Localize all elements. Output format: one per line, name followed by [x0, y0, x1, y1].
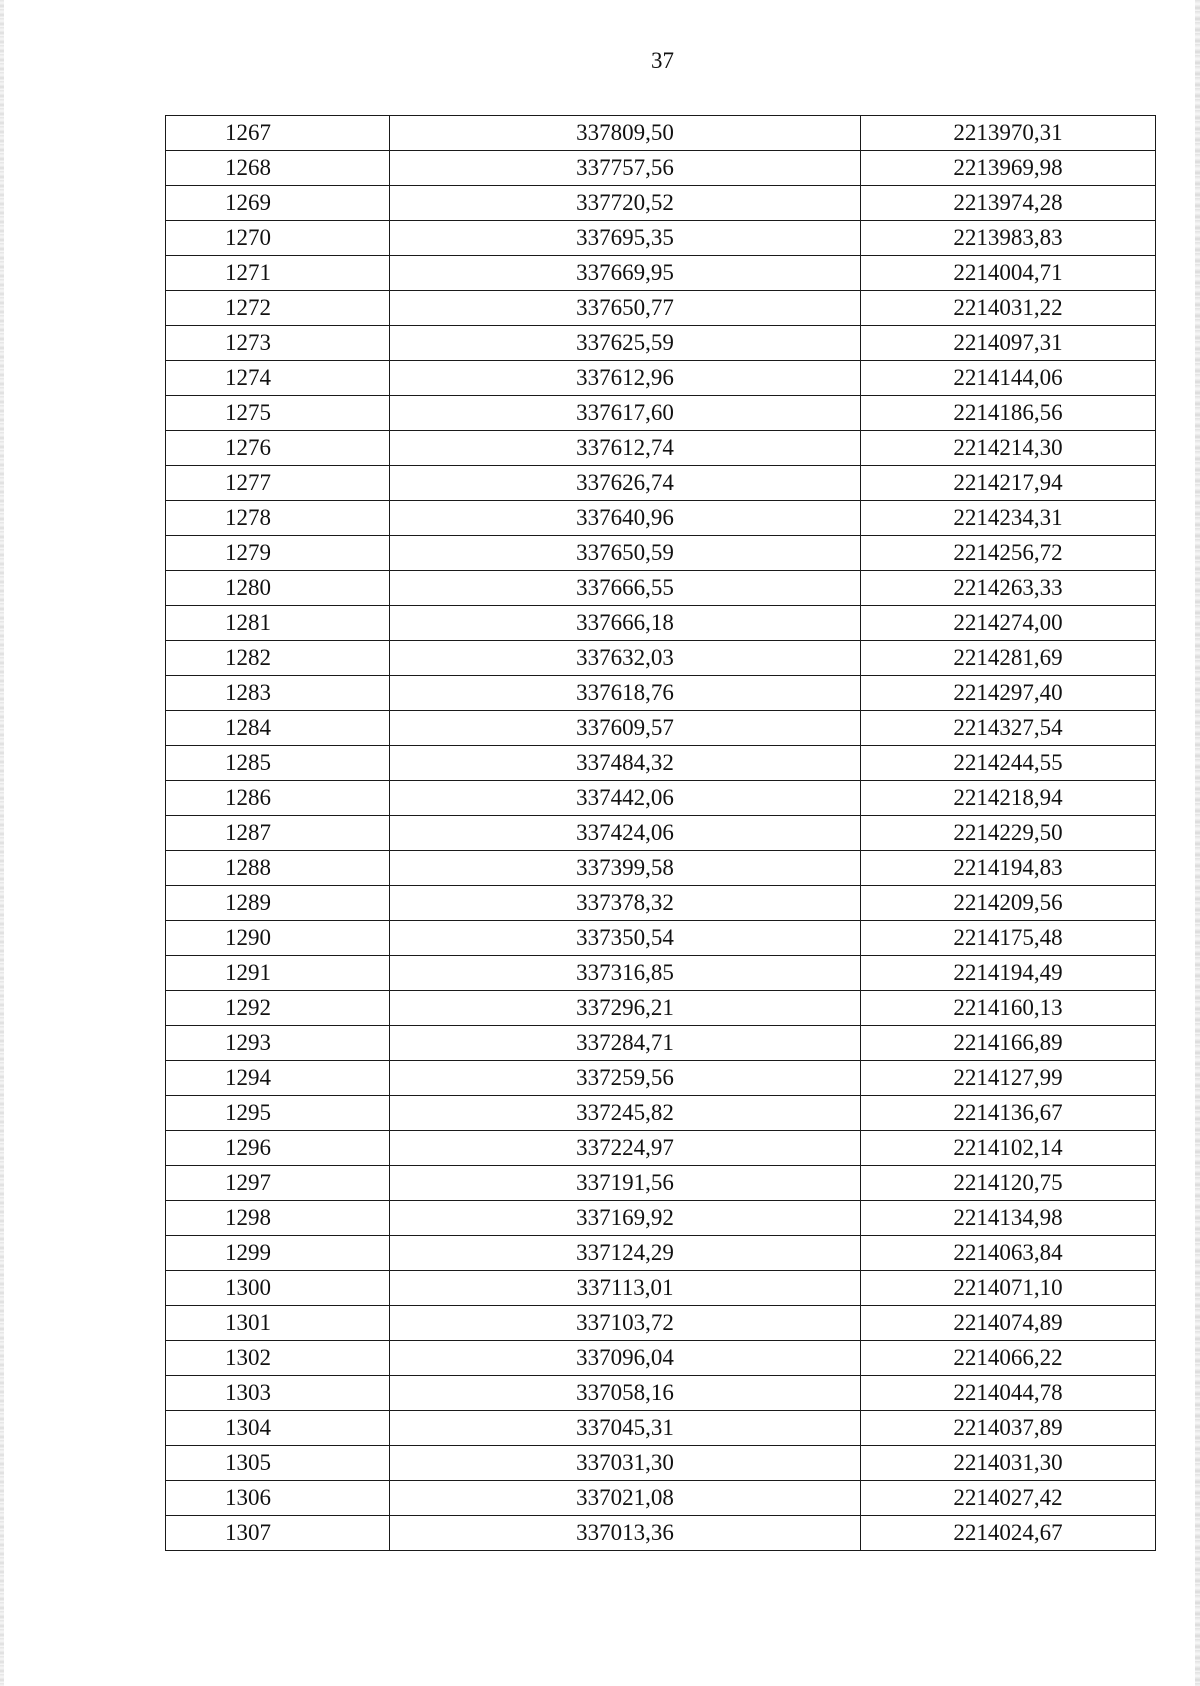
table-row — [166, 116, 1156, 151]
table-row — [166, 886, 1156, 921]
table-row — [166, 291, 1156, 326]
table-row — [166, 431, 1156, 466]
point-number-cell: 1298 — [166, 1201, 390, 1236]
y-coordinate-cell: 2214281,69 — [861, 641, 1156, 676]
table-row — [166, 781, 1156, 816]
y-coordinate-cell: 2214214,30 — [861, 431, 1156, 466]
table-row — [166, 1481, 1156, 1516]
y-coordinate-cell: 2214120,75 — [861, 1166, 1156, 1201]
point-number-cell: 1287 — [166, 816, 390, 851]
point-number-cell: 1296 — [166, 1131, 390, 1166]
x-coordinate-cell: 337113,01 — [390, 1271, 861, 1306]
point-number-cell: 1297 — [166, 1166, 390, 1201]
table-row — [166, 851, 1156, 886]
x-coordinate-cell: 337045,31 — [390, 1411, 861, 1446]
table-row — [166, 186, 1156, 221]
x-coordinate-cell: 337378,32 — [390, 886, 861, 921]
x-coordinate-cell: 337442,06 — [390, 781, 861, 816]
point-number-cell: 1291 — [166, 956, 390, 991]
table-row — [166, 991, 1156, 1026]
point-number-cell: 1302 — [166, 1341, 390, 1376]
scan-edge-right — [1195, 0, 1200, 1686]
table-row — [166, 746, 1156, 781]
table-row — [166, 1446, 1156, 1481]
y-coordinate-cell: 2214217,94 — [861, 466, 1156, 501]
table-row — [166, 571, 1156, 606]
x-coordinate-cell: 337612,96 — [390, 361, 861, 396]
x-coordinate-cell: 337021,08 — [390, 1481, 861, 1516]
y-coordinate-cell: 2214066,22 — [861, 1341, 1156, 1376]
table-row — [166, 221, 1156, 256]
y-coordinate-cell: 2214263,33 — [861, 571, 1156, 606]
point-number-cell: 1271 — [166, 256, 390, 291]
table-row — [166, 641, 1156, 676]
table-row — [166, 396, 1156, 431]
y-coordinate-cell: 2214024,67 — [861, 1516, 1156, 1551]
x-coordinate-cell: 337096,04 — [390, 1341, 861, 1376]
point-number-cell: 1301 — [166, 1306, 390, 1341]
point-number-cell: 1278 — [166, 501, 390, 536]
table-row — [166, 1201, 1156, 1236]
point-number-cell: 1306 — [166, 1481, 390, 1516]
point-number-cell: 1290 — [166, 921, 390, 956]
x-coordinate-cell: 337666,55 — [390, 571, 861, 606]
point-number-cell: 1277 — [166, 466, 390, 501]
table-row — [166, 1061, 1156, 1096]
y-coordinate-cell: 2214071,10 — [861, 1271, 1156, 1306]
x-coordinate-cell: 337650,59 — [390, 536, 861, 571]
y-coordinate-cell: 2213970,31 — [861, 116, 1156, 151]
x-coordinate-cell: 337617,60 — [390, 396, 861, 431]
point-number-cell: 1307 — [166, 1516, 390, 1551]
x-coordinate-cell: 337350,54 — [390, 921, 861, 956]
x-coordinate-cell: 337103,72 — [390, 1306, 861, 1341]
table-row — [166, 361, 1156, 396]
point-number-cell: 1295 — [166, 1096, 390, 1131]
point-number-cell: 1289 — [166, 886, 390, 921]
y-coordinate-cell: 2214175,48 — [861, 921, 1156, 956]
x-coordinate-cell: 337618,76 — [390, 676, 861, 711]
x-coordinate-cell: 337169,92 — [390, 1201, 861, 1236]
y-coordinate-cell: 2214327,54 — [861, 711, 1156, 746]
page-number: 37 — [651, 48, 674, 73]
x-coordinate-cell: 337695,35 — [390, 221, 861, 256]
x-coordinate-cell: 337316,85 — [390, 956, 861, 991]
y-coordinate-cell: 2214044,78 — [861, 1376, 1156, 1411]
x-coordinate-cell: 337612,74 — [390, 431, 861, 466]
table-row — [166, 1026, 1156, 1061]
x-coordinate-cell: 337399,58 — [390, 851, 861, 886]
x-coordinate-cell: 337245,82 — [390, 1096, 861, 1131]
table-row — [166, 676, 1156, 711]
y-coordinate-cell: 2213974,28 — [861, 186, 1156, 221]
table-row — [166, 606, 1156, 641]
y-coordinate-cell: 2214186,56 — [861, 396, 1156, 431]
table-row — [166, 1376, 1156, 1411]
table-row — [166, 501, 1156, 536]
point-number-cell: 1268 — [166, 151, 390, 186]
x-coordinate-cell: 337124,29 — [390, 1236, 861, 1271]
point-number-cell: 1303 — [166, 1376, 390, 1411]
point-number-cell: 1284 — [166, 711, 390, 746]
x-coordinate-cell: 337484,32 — [390, 746, 861, 781]
table-row — [166, 1166, 1156, 1201]
y-coordinate-cell: 2214209,56 — [861, 886, 1156, 921]
x-coordinate-cell: 337640,96 — [390, 501, 861, 536]
table-row — [166, 151, 1156, 186]
y-coordinate-cell: 2214004,71 — [861, 256, 1156, 291]
table-row — [166, 1516, 1156, 1551]
y-coordinate-cell: 2214194,49 — [861, 956, 1156, 991]
table-row — [166, 1131, 1156, 1166]
x-coordinate-cell: 337259,56 — [390, 1061, 861, 1096]
table-row — [166, 1236, 1156, 1271]
point-number-cell: 1276 — [166, 431, 390, 466]
x-coordinate-cell: 337809,50 — [390, 116, 861, 151]
x-coordinate-cell: 337058,16 — [390, 1376, 861, 1411]
point-number-cell: 1275 — [166, 396, 390, 431]
y-coordinate-cell: 2214031,22 — [861, 291, 1156, 326]
point-number-cell: 1294 — [166, 1061, 390, 1096]
point-number-cell: 1282 — [166, 641, 390, 676]
y-coordinate-cell: 2214194,83 — [861, 851, 1156, 886]
y-coordinate-cell: 2214144,06 — [861, 361, 1156, 396]
y-coordinate-cell: 2214274,00 — [861, 606, 1156, 641]
y-coordinate-cell: 2214229,50 — [861, 816, 1156, 851]
point-number-cell: 1285 — [166, 746, 390, 781]
table-row — [166, 816, 1156, 851]
x-coordinate-cell: 337031,30 — [390, 1446, 861, 1481]
point-number-cell: 1272 — [166, 291, 390, 326]
table-row — [166, 536, 1156, 571]
table-row — [166, 1271, 1156, 1306]
x-coordinate-cell: 337224,97 — [390, 1131, 861, 1166]
y-coordinate-cell: 2214102,14 — [861, 1131, 1156, 1166]
point-number-cell: 1270 — [166, 221, 390, 256]
x-coordinate-cell: 337424,06 — [390, 816, 861, 851]
point-number-cell: 1280 — [166, 571, 390, 606]
table-row — [166, 1096, 1156, 1131]
y-coordinate-cell: 2214074,89 — [861, 1306, 1156, 1341]
table-row — [166, 956, 1156, 991]
point-number-cell: 1305 — [166, 1446, 390, 1481]
point-number-cell: 1293 — [166, 1026, 390, 1061]
x-coordinate-cell: 337284,71 — [390, 1026, 861, 1061]
scan-edge-left — [0, 0, 4, 1686]
table-row — [166, 256, 1156, 291]
point-number-cell: 1269 — [166, 186, 390, 221]
y-coordinate-cell: 2214037,89 — [861, 1411, 1156, 1446]
x-coordinate-cell: 337632,03 — [390, 641, 861, 676]
point-number-cell: 1283 — [166, 676, 390, 711]
coordinates-table-body — [166, 116, 1156, 1551]
point-number-cell: 1279 — [166, 536, 390, 571]
point-number-cell: 1274 — [166, 361, 390, 396]
y-coordinate-cell: 2214031,30 — [861, 1446, 1156, 1481]
y-coordinate-cell: 2214160,13 — [861, 991, 1156, 1026]
table-row — [166, 921, 1156, 956]
y-coordinate-cell: 2214297,40 — [861, 676, 1156, 711]
y-coordinate-cell: 2214234,31 — [861, 501, 1156, 536]
table-row — [166, 466, 1156, 501]
x-coordinate-cell: 337757,56 — [390, 151, 861, 186]
table-row — [166, 1411, 1156, 1446]
table-row — [166, 1306, 1156, 1341]
y-coordinate-cell: 2214244,55 — [861, 746, 1156, 781]
x-coordinate-cell: 337669,95 — [390, 256, 861, 291]
point-number-cell: 1281 — [166, 606, 390, 641]
x-coordinate-cell: 337626,74 — [390, 466, 861, 501]
y-coordinate-cell: 2214127,99 — [861, 1061, 1156, 1096]
point-number-cell: 1300 — [166, 1271, 390, 1306]
coordinates-table — [165, 115, 1156, 1551]
x-coordinate-cell: 337191,56 — [390, 1166, 861, 1201]
y-coordinate-cell: 2214256,72 — [861, 536, 1156, 571]
y-coordinate-cell: 2214134,98 — [861, 1201, 1156, 1236]
x-coordinate-cell: 337625,59 — [390, 326, 861, 361]
point-number-cell: 1288 — [166, 851, 390, 886]
y-coordinate-cell: 2214136,67 — [861, 1096, 1156, 1131]
point-number-cell: 1304 — [166, 1411, 390, 1446]
point-number-cell: 1292 — [166, 991, 390, 1026]
table-row — [166, 711, 1156, 746]
point-number-cell: 1286 — [166, 781, 390, 816]
point-number-cell: 1267 — [166, 116, 390, 151]
y-coordinate-cell: 2214218,94 — [861, 781, 1156, 816]
x-coordinate-cell: 337013,36 — [390, 1516, 861, 1551]
x-coordinate-cell: 337296,21 — [390, 991, 861, 1026]
y-coordinate-cell: 2213983,83 — [861, 221, 1156, 256]
x-coordinate-cell: 337666,18 — [390, 606, 861, 641]
point-number-cell: 1299 — [166, 1236, 390, 1271]
x-coordinate-cell: 337720,52 — [390, 186, 861, 221]
table-row — [166, 1341, 1156, 1376]
point-number-cell: 1273 — [166, 326, 390, 361]
x-coordinate-cell: 337650,77 — [390, 291, 861, 326]
y-coordinate-cell: 2213969,98 — [861, 151, 1156, 186]
y-coordinate-cell: 2214027,42 — [861, 1481, 1156, 1516]
x-coordinate-cell: 337609,57 — [390, 711, 861, 746]
table-row — [166, 326, 1156, 361]
y-coordinate-cell: 2214063,84 — [861, 1236, 1156, 1271]
y-coordinate-cell: 2214097,31 — [861, 326, 1156, 361]
y-coordinate-cell: 2214166,89 — [861, 1026, 1156, 1061]
